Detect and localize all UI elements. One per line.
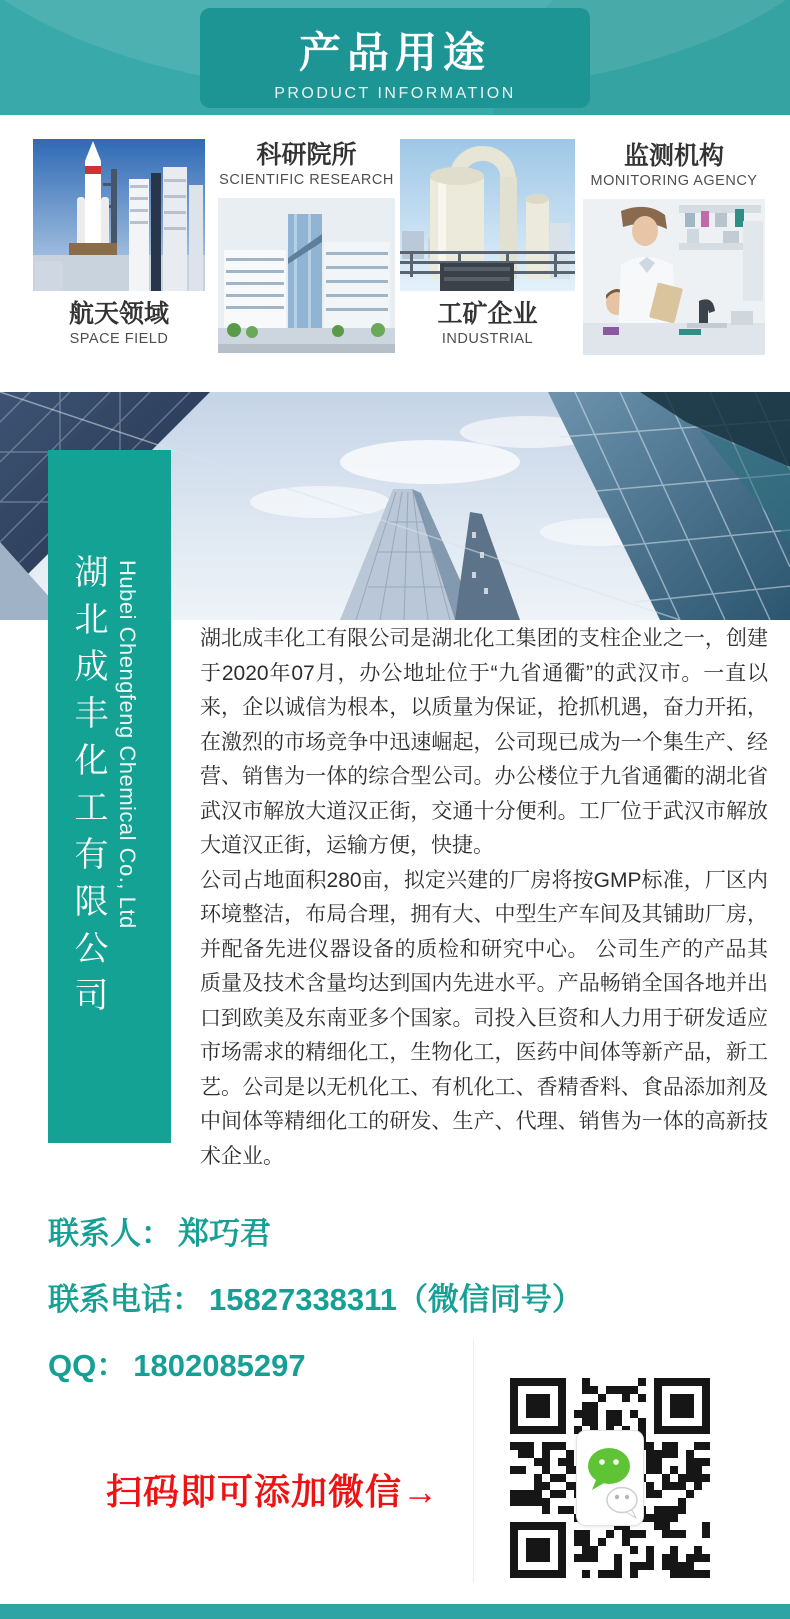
application-tile-research	[218, 140, 395, 353]
tile-label	[583, 141, 765, 191]
company-name-banner	[48, 450, 171, 1143]
wechat-bubbles-icon	[580, 1434, 646, 1528]
tile-subtitle: SCIENTIFIC RESEARCH	[219, 172, 394, 188]
company-description	[200, 622, 768, 1174]
tile-title: 航天领域	[68, 300, 169, 328]
research-building-photo	[218, 198, 395, 353]
wechat-icon	[577, 1431, 643, 1525]
tile-label	[33, 299, 205, 349]
wechat-qr-code	[507, 1375, 714, 1582]
application-tile-monitoring	[583, 141, 765, 355]
rocket-photo	[33, 139, 205, 291]
tile-title: 监测机构	[623, 142, 724, 170]
tile-label	[400, 299, 575, 349]
tile-title: 工矿企业	[437, 300, 538, 328]
application-tile-industrial	[400, 139, 575, 349]
qr-code-panel	[473, 1340, 790, 1583]
contact-qq-line	[48, 1340, 306, 1385]
section-subtitle: PRODUCT INFORMATION	[274, 85, 516, 102]
industrial-photo	[400, 139, 575, 291]
section-title: 产品用途	[298, 29, 491, 76]
laboratory-photo	[583, 199, 765, 355]
tile-label	[218, 140, 395, 190]
description-paragraph-1: 湖北成丰化工有限公司是湖北化工集团的支柱企业之一，创建于2020年07月，办公地址位于“九省通衢”的武汉市。一直以来，企以诚信为根本，以质量为保证，抢抓机遇，奋力开拓，在激烈的市场竞争中迅速崛起，公司现已成为一个集生产、经营、销售为一体的综合型公司。办公楼位于九省通衢的湖北省武汉市解放大道汉正街，交通十分便利。工厂位于武汉市解放大道汉正街，运输方便，快捷。	[200, 627, 768, 857]
tile-subtitle: INDUSTRIAL	[441, 331, 534, 347]
header-banner	[0, 0, 790, 115]
contact-person-label: 联系人：	[48, 1216, 172, 1251]
tile-subtitle: MONITORING AGENCY	[590, 173, 758, 189]
company-name-cn: 湖北成丰化工有限公司	[69, 554, 107, 1024]
contact-phone-value: 15827338311（微信同号）	[209, 1282, 583, 1317]
section-title-box	[200, 8, 590, 108]
description-paragraph-2: 公司占地面积280亩，拟定兴建的厂房将按GMP标准，厂区内环境整洁，布局合理，拥有大、中型生产车间及其铺助厂房，并配备先进仪器设备的质检和研究中心。 公司生产的产品其质量及技术含量均达到国内先进水平。产品畅销全国各地并出口到欧美及东南亚多个国家。司投入巨资和人力用于研发适应市场需求的精细化工，生物化工，医药中间体等新产品，新工艺。公司是以无机化工、有机化工、香精香料、食品添加剂及中间体等精细化工的研发、生产、代理、销售为一体的高新技术企业。	[200, 868, 768, 1168]
contact-qq-label: QQ：	[48, 1348, 128, 1383]
contact-person-value: 郑巧君	[178, 1216, 271, 1251]
company-name-en: Hubei Chengfeng Chemical Co., Ltd	[115, 560, 140, 929]
tile-subtitle: SPACE FIELD	[69, 331, 169, 347]
scan-cta-text: 扫码即可添加微信→	[106, 1471, 440, 1512]
contact-person-line	[48, 1208, 271, 1253]
contact-phone-line	[48, 1274, 583, 1319]
tile-title: 科研院所	[256, 141, 357, 169]
contact-phone-label: 联系电话：	[48, 1282, 203, 1317]
footer-bar	[0, 1604, 790, 1619]
contact-qq-value: 1802085297	[133, 1348, 306, 1383]
application-tile-space	[33, 139, 205, 349]
